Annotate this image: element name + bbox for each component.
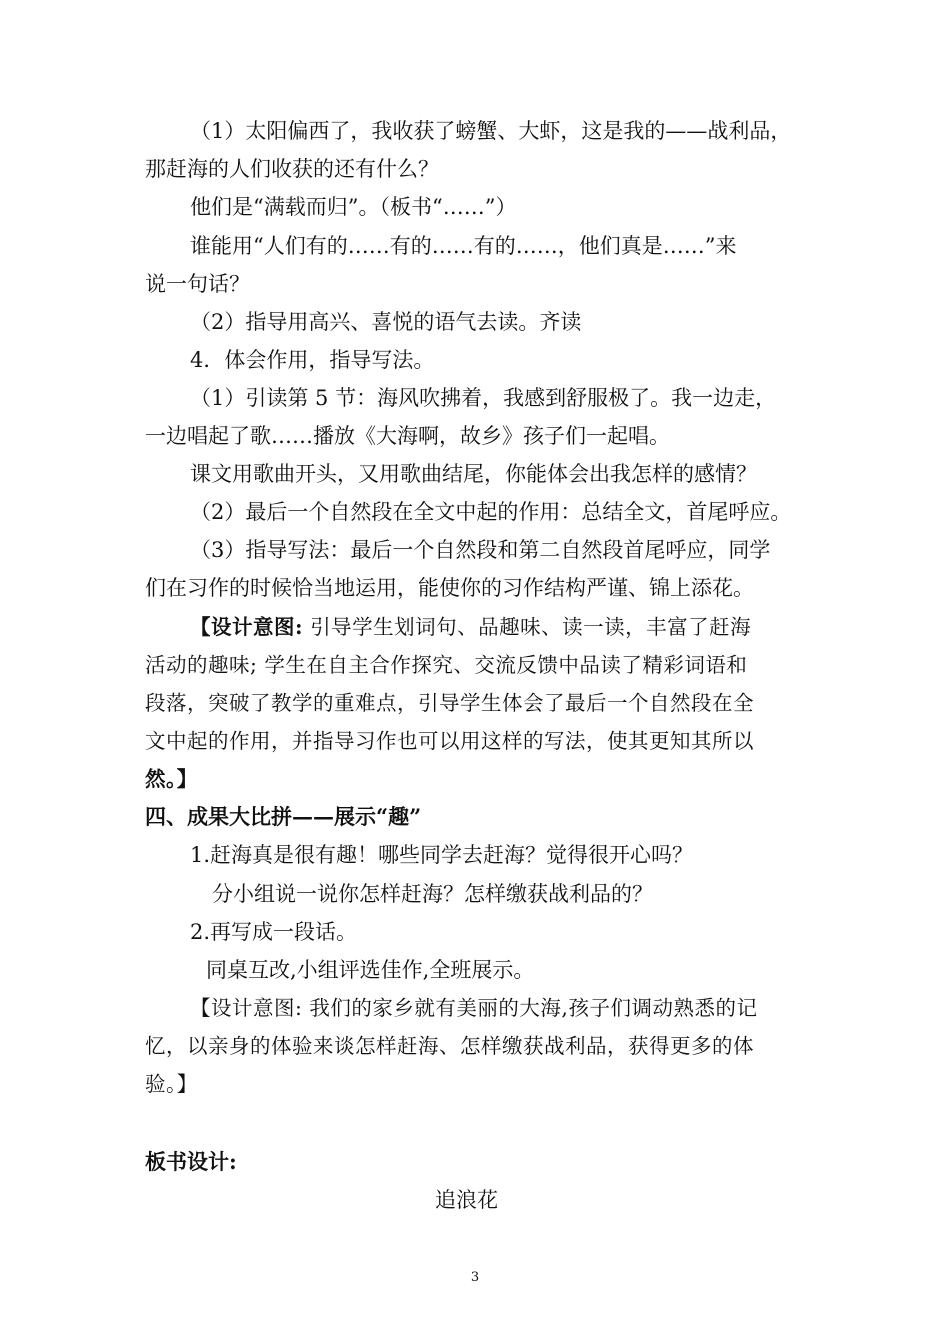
paragraph-line: 4．体会作用，指导写法。	[190, 348, 435, 372]
paragraph-line: 说一句话？	[145, 272, 250, 296]
paragraph-line: 1.赶海真是很有趣！哪些同学去赶海？觉得很开心吗？	[190, 843, 694, 867]
design-intent-line: 验。】	[145, 1072, 198, 1096]
board-design-title: 追浪花	[435, 1188, 498, 1212]
design-intent-line: 忆，以亲身的体验来谈怎样赶海、怎样缴获战利品，获得更多的体	[145, 1034, 754, 1058]
paragraph-line: 那赶海的人们收获的还有什么？	[145, 157, 439, 181]
paragraph-line: （2）最后一个自然段在全文中起的作用：总结全文，首尾呼应。	[190, 500, 792, 524]
page-number: 3	[470, 1270, 480, 1285]
paragraph-line: 一边唱起了歌……播放《大海啊，故乡》孩子们一起唱。	[145, 424, 670, 448]
section-heading: 四、成果大比拼——展示“趣”	[145, 804, 422, 829]
design-intent-line	[190, 613, 751, 641]
design-intent-label: 【设计意图:	[190, 615, 304, 639]
design-intent-line: 文中起的作用，并指导习作也可以用这样的写法，使其更知其所以	[145, 729, 754, 753]
paragraph-line: 分小组说一说你怎样赶海？怎样缴获战利品的？	[212, 882, 653, 906]
design-intent-text: 引导学生划词句、品趣味、读一读，丰富了赶海	[303, 615, 752, 639]
paragraph-line: （1）太阳偏西了，我收获了螃蟹、大虾，这是我的——战利品，	[190, 119, 792, 143]
board-design-label: 板书设计:	[145, 1149, 237, 1174]
paragraph-line: （3）指导写法：最后一个自然段和第二自然段首尾呼应，同学	[190, 538, 771, 562]
paragraph-line: 谁能用“人们有的……有的……有的……，他们真是……”来	[190, 234, 737, 258]
paragraph-line: 2.再写成一段话。	[190, 920, 358, 944]
design-intent-line: 活动的趣味; 学生在自主合作探究、交流反馈中品读了精彩词语和	[145, 653, 748, 677]
paragraph-line: （2）指导用高兴、喜悦的语气去读。齐读	[190, 310, 582, 334]
paragraph-line: 们在习作的时候恰当地运用，能使你的习作结构严谨、锦上添花。	[145, 576, 754, 600]
paragraph-line: 同桌互改,小组评选佳作,全班展示。	[206, 958, 535, 982]
paragraph-line: （1）引读第 5 节：海风吹拂着，我感到舒服极了。我一边走，	[190, 386, 777, 410]
design-intent-line: 段落，突破了教学的重难点，引导学生体会了最后一个自然段在全	[145, 691, 754, 715]
design-intent-line: 然。】	[145, 767, 198, 791]
paragraph-line: 课文用歌曲开头，又用歌曲结尾，你能体会出我怎样的感情？	[190, 462, 757, 486]
paragraph-line: 他们是“满载而归”。（板书“……”）	[190, 195, 517, 219]
design-intent-line: 【设计意图: 我们的家乡就有美丽的大海,孩子们调动熟悉的记	[190, 996, 758, 1020]
